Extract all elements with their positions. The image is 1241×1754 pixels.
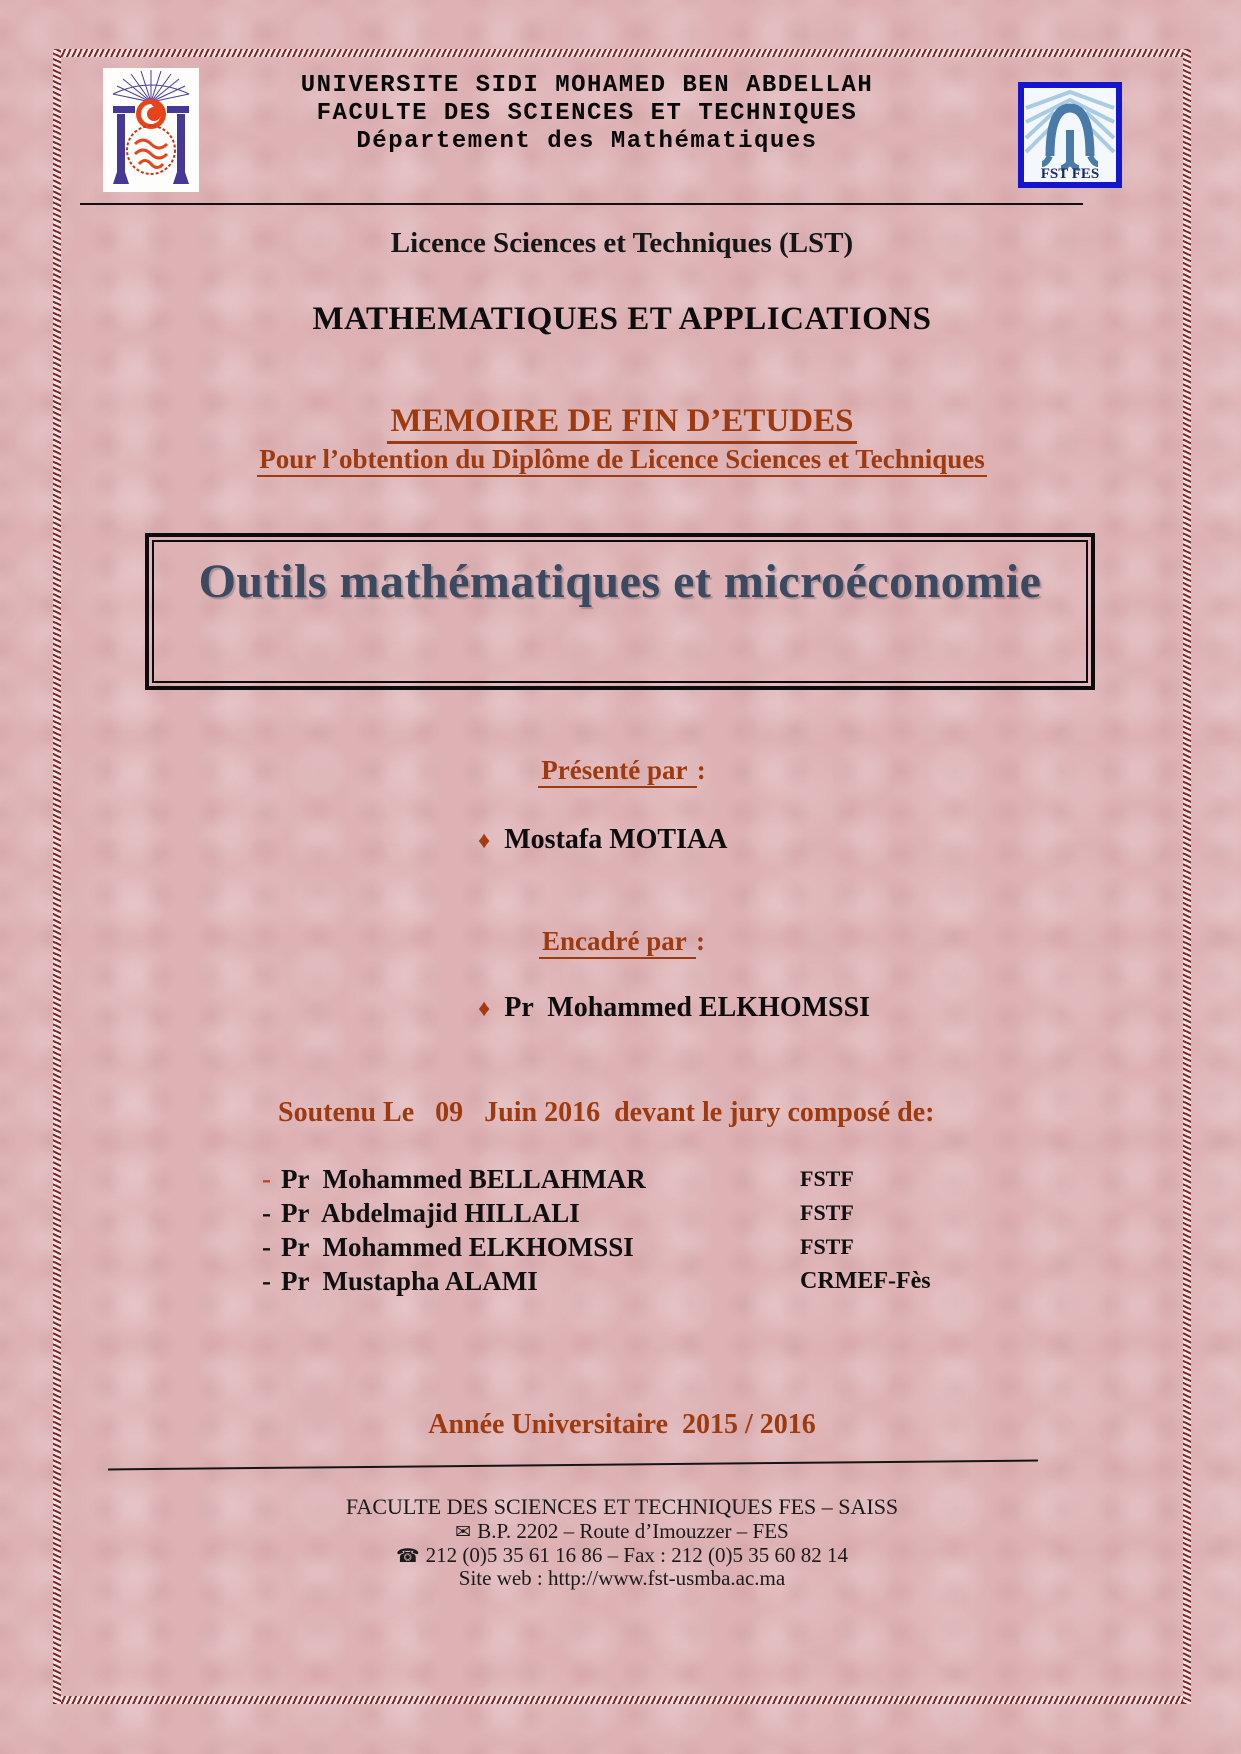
decorative-border-left <box>53 49 61 1704</box>
decorative-border-top <box>53 49 1191 57</box>
usmba-emblem-graphic <box>103 68 199 192</box>
fst-fes-logo <box>1018 82 1122 188</box>
memoire-heading-text: MEMOIRE DE FIN D’ETUDES <box>387 403 858 444</box>
memoire-subtitle <box>55 443 1189 475</box>
jury-row <box>262 1230 1122 1264</box>
jury-member-name: Pr Abdelmajid HILLALI <box>281 1198 580 1228</box>
fst-fes-logo-graphic <box>1018 82 1122 188</box>
thesis-title-inner-frame <box>152 540 1088 683</box>
jury-member-affiliation: FSTF <box>800 1166 854 1191</box>
phone-icon: ☎ <box>396 1545 420 1567</box>
institution-header <box>200 72 974 156</box>
footer-divider <box>108 1460 1038 1471</box>
program-line: Licence Sciences et Techniques (LST) <box>390 227 854 259</box>
jury-member-name: Pr Mohammed BELLAHMAR <box>281 1164 646 1194</box>
footer-faculty-line: FACULTE DES SCIENCES ET TECHNIQUES FES – SAISS <box>345 1494 899 1519</box>
author-line <box>478 823 727 858</box>
footer-website: Site web : http://www.fst-usmba.ac.ma <box>458 1566 786 1590</box>
diamond-bullet-icon: ♦ <box>478 996 491 1022</box>
supervised-by-label: Encadré par <box>539 926 696 959</box>
footer-address-line <box>55 1519 1189 1544</box>
jury-row <box>262 1264 1122 1298</box>
university-name: UNIVERSITE SIDI MOHAMED BEN ABDELLAH <box>300 72 874 99</box>
defense-heading: Soutenu Le 09 Juin 2016 devant le jury composé de: <box>278 1097 935 1128</box>
jury-member-name: Pr Mustapha ALAMI <box>281 1266 538 1296</box>
usmba-logo <box>103 68 199 192</box>
jury-dash: - <box>262 1164 271 1194</box>
supervised-by-colon: : <box>696 926 705 956</box>
author-name: Mostafa MOTIAA <box>504 824 728 855</box>
mail-icon: ✉ <box>455 1521 472 1543</box>
memoire-heading <box>55 402 1189 440</box>
jury-member-affiliation: FSTF <box>800 1234 854 1259</box>
jury-member-name: Pr Mohammed ELKHOMSSI <box>281 1232 634 1262</box>
supervisor-name: Pr Mohammed ELKHOMSSI <box>504 992 871 1023</box>
specialty-line: MATHEMATIQUES ET APPLICATIONS <box>312 301 932 337</box>
memoire-subtitle-text: Pour l’obtention du Diplôme de Licence Sciences et Techniques <box>257 444 987 477</box>
jury-row <box>262 1162 1122 1196</box>
footer-phone-line <box>55 1543 1189 1568</box>
footer-phone: 212 (0)5 35 61 16 86 – Fax : 212 (0)5 35 60 82 14 <box>425 1543 848 1567</box>
fst-fes-logo-label: FST FES <box>1040 166 1100 182</box>
diamond-bullet-icon: ♦ <box>478 828 491 854</box>
jury-dash: - <box>262 1232 271 1262</box>
decorative-border-bottom <box>53 1696 1191 1704</box>
footer-address: B.P. 2202 – Route d’Imouzzer – FES <box>477 1519 789 1543</box>
supervisor-line <box>478 991 870 1026</box>
supervised-by-heading <box>55 924 1189 958</box>
jury-row <box>262 1196 1122 1230</box>
presented-by-heading <box>55 753 1189 787</box>
header-divider <box>80 203 1083 205</box>
decorative-border-right <box>1183 49 1191 1704</box>
department-name: Département des Mathématiques <box>356 128 818 155</box>
thesis-title: Outils mathématiques et microéconomie <box>198 555 1042 608</box>
faculty-name: FACULTE DES SCIENCES ET TECHNIQUES <box>316 100 858 127</box>
thesis-title-box <box>145 533 1095 690</box>
jury-member-affiliation: CRMEF-Fès <box>800 1268 931 1294</box>
presented-by-colon: : <box>696 755 706 785</box>
jury-dash: - <box>262 1266 271 1296</box>
jury-member-affiliation: FSTF <box>800 1200 854 1225</box>
academic-year: Année Universitaire 2015 / 2016 <box>428 1409 816 1440</box>
presented-by-label: Présenté par <box>538 755 696 788</box>
jury-dash: - <box>262 1198 271 1228</box>
